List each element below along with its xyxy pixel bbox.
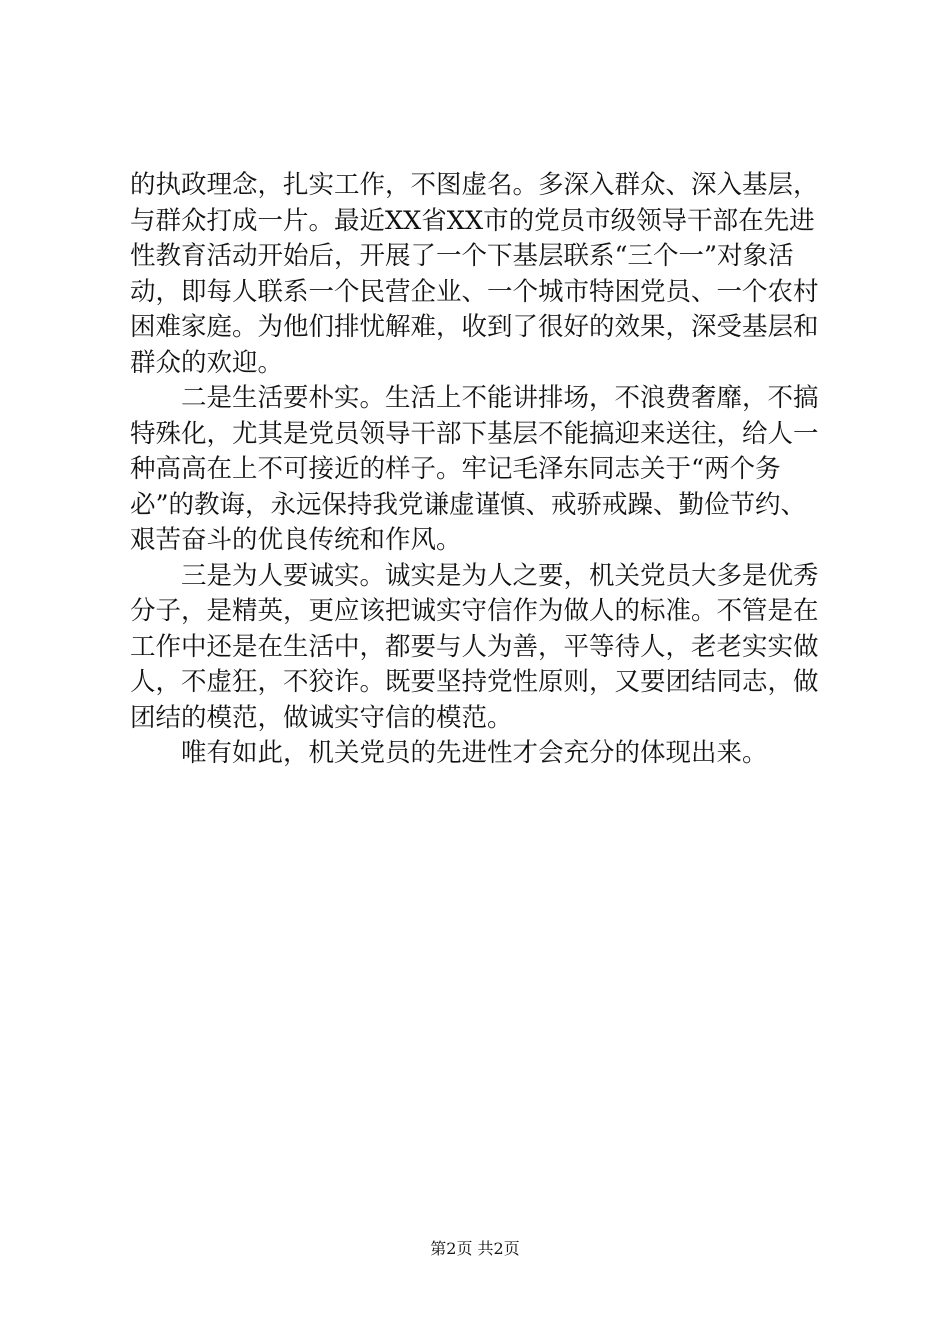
text-line: 必”的教诲，永远保持我党谦虚谨慎、戒骄戒躁、勤俭节约、 [130,489,807,520]
body-text [130,168,830,772]
text-line: 人，不虚狂，不狡诈。既要坚持党性原则，又要团结同志，做 [130,667,819,697]
text-line: 的执政理念，扎实工作，不图虚名。多深入群众、深入基层， [130,170,819,200]
text-line: 特殊化，尤其是党员领导干部下基层不能搞迎来送往，给人一 [130,418,819,449]
text-line: 工作中还是在生活中，都要与人为善，平等待人，老老实实做 [130,631,819,662]
text-line: 动，即每人联系一个民营企业、一个城市特困党员、一个农村 [130,276,819,307]
page-number-footer: 第2页 共2页 [430,1239,520,1258]
text-line: 唯有如此，机关党员的先进性才会充分的体现出来。 [130,738,768,768]
text-line: 三是为人要诚实。诚实是为人之要，机关党员大多是优秀 [130,560,819,591]
text-line: 种高高在上不可接近的样子。牢记毛泽东同志关于“两个务 [130,454,781,484]
text-line: 艰苦奋斗的优良传统和作风。 [130,525,462,555]
text-line: 性教育活动开始后，开展了一个下基层联系“三个一”对象活 [130,241,794,271]
text-line: 团结的模范，做诚实守信的模范。 [130,702,513,733]
text-line: 困难家庭。为他们排忧解难，收到了很好的效果，深受基层和 [130,312,819,342]
text-line: 与群众打成一片。最近XX省XX市的党员市级领导干部在先进 [130,205,815,236]
text-line: 分子，是精英，更应该把诚实守信作为做人的标准。不管是在 [130,596,819,626]
text-line: 二是生活要朴实。生活上不能讲排场，不浪费奢靡，不搞 [130,383,819,413]
text-line: 群众的欢迎。 [130,347,284,378]
